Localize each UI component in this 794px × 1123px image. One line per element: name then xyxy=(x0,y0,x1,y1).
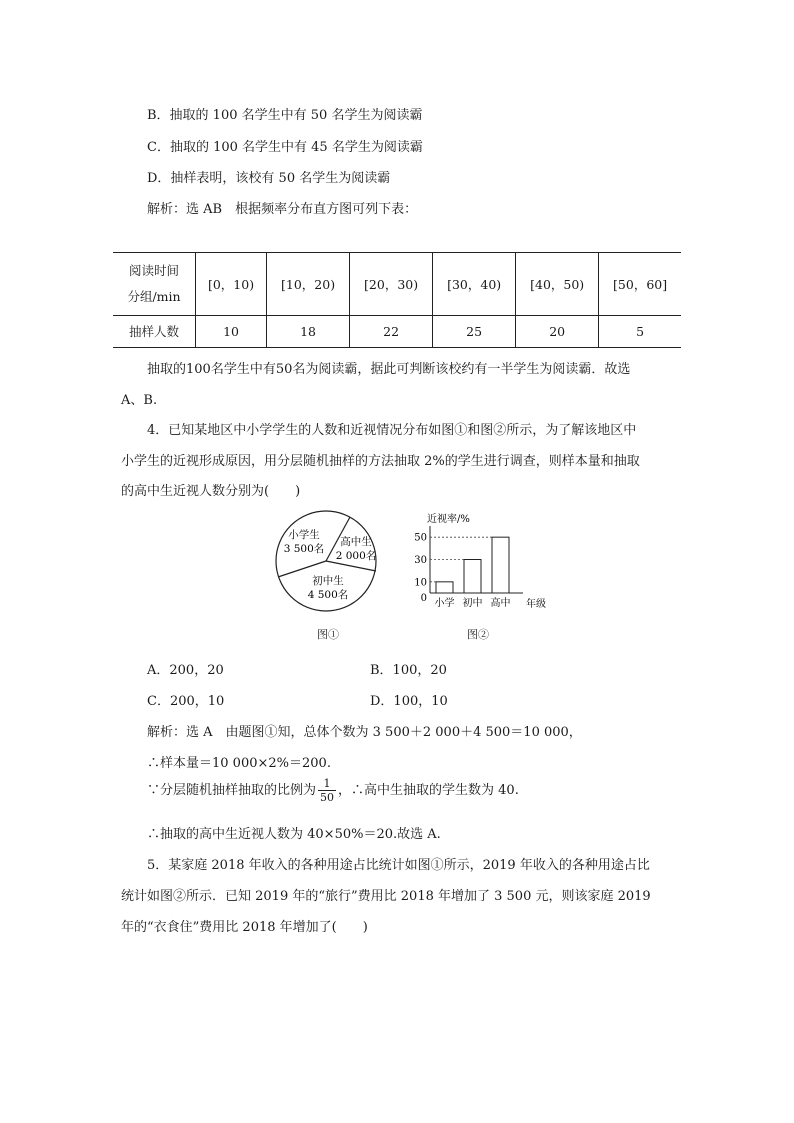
y-tick-label: 10 xyxy=(414,577,427,589)
slice-label-middle-count: 4 500名 xyxy=(307,589,349,601)
q4-solution-line-4: ∴抽取的高中生近视人数为 40×50%＝20.故选 A. xyxy=(147,827,441,842)
q5-stem-line-2: 统计如图②所示．已知 2019 年的“旅行”费用比 2018 年增加了 3 500 元，则该家庭 2019 xyxy=(121,889,651,904)
group-cell: [30，40) xyxy=(433,253,516,316)
q3-option-c: C．抽取的 100 名学生中有 45 名学生为阅读霸 xyxy=(147,140,423,155)
count-cell: 10 xyxy=(196,316,267,348)
slice-label-primary-name: 小学生 xyxy=(288,529,320,541)
group-cell: [50，60] xyxy=(599,253,681,316)
q3-solution-intro: 解析：选 AB 根据频率分布直方图可列下表： xyxy=(147,202,418,217)
q4-stem-line-3: 的高中生近视人数分别为( ) xyxy=(121,484,301,499)
q4-option-d: D．100，10 xyxy=(370,694,448,709)
slice-label-middle-name: 初中生 xyxy=(312,575,344,587)
table-row xyxy=(113,316,681,348)
slice-label-high-name: 高中生 xyxy=(340,536,372,548)
bars-layer xyxy=(430,537,511,609)
count-cell: 22 xyxy=(350,316,433,348)
group-cell: [0，10) xyxy=(196,253,267,316)
y-tick-label: 30 xyxy=(414,555,427,566)
q5-stem-line-3: 年的“衣食住”费用比 2018 年增加了( ) xyxy=(121,920,368,935)
x-tick-label: 小学 xyxy=(434,598,455,609)
q3-conclusion-1: 抽取的100名学生中有50名为阅读霸，据此可判断该校约有一半学生为阅读霸．故选 xyxy=(147,362,631,377)
table-header-cell xyxy=(113,253,196,316)
group-cell: [40，50) xyxy=(516,253,599,316)
q4-solution-line-1: 解析：选 A 由题图①知，总体个数为 3 500＋2 000＋4 500＝10 000， xyxy=(147,725,582,740)
figure-2-caption: 图② xyxy=(467,628,489,641)
group-cell: [10，20) xyxy=(267,253,350,316)
q4-solution-line-2: ∴样本量＝10 000×2%＝200. xyxy=(147,756,331,771)
figure-1-caption: 图① xyxy=(317,628,339,641)
slice-label-primary-count: 3 500名 xyxy=(283,543,325,555)
q3-option-b: B．抽取的 100 名学生中有 50 名学生为阅读霸 xyxy=(147,108,423,123)
x-tick-label: 高中 xyxy=(490,598,511,609)
sample-count-text: ，∴高中生抽取的学生数为 40. xyxy=(338,783,519,798)
q3-conclusion-2: A、B. xyxy=(121,393,158,408)
slice-label-high-count: 2 000名 xyxy=(335,550,377,562)
x-tick-label: 初中 xyxy=(462,598,483,609)
ratio-text: ∵分层随机抽样抽取的比例为 xyxy=(147,783,317,798)
q4-stem-line-2: 小学生的近视形成原因，用分层随机抽样的方法抽取 2%的学生进行调查，则样本量和抽取 xyxy=(121,454,640,469)
chart-ylabel: 近视率/% xyxy=(427,514,470,525)
fraction xyxy=(318,777,336,804)
header-label-line-1: 阅读时间 xyxy=(128,263,179,278)
bar-chart-figure-2 xyxy=(410,508,560,618)
bar-初中 xyxy=(464,560,481,594)
count-cell: 18 xyxy=(267,316,350,348)
frequency-table xyxy=(113,252,681,348)
q5-stem-line-1: 5．某家庭 2018 年收入的各种用途占比统计如图①所示，2019 年收入的各种用途占比 xyxy=(147,858,650,873)
bar-小学 xyxy=(436,582,453,593)
q4-solution-line-3 xyxy=(147,777,519,804)
fraction-numerator: 1 xyxy=(318,777,336,791)
row-label-cell: 抽样人数 xyxy=(113,316,196,348)
y-tick-label: 50 xyxy=(414,532,427,544)
q4-option-c: C．200，10 xyxy=(147,694,225,709)
q4-option-b: B．100，20 xyxy=(370,663,447,678)
q3-option-d: D．抽样表明，该校有 50 名学生为阅读霸 xyxy=(147,171,391,186)
bar-高中 xyxy=(492,537,509,593)
q4-stem-line-1: 4．已知某地区中小学学生的人数和近视情况分布如图①和图②所示，为了解该地区中 xyxy=(147,423,637,438)
q4-option-a: A．200，20 xyxy=(147,663,224,678)
chart-xlabel: 年级 xyxy=(526,599,546,610)
count-cell: 20 xyxy=(516,316,599,348)
pie-chart-figure-1 xyxy=(270,505,382,617)
count-cell: 25 xyxy=(433,316,516,348)
count-cell: 5 xyxy=(599,316,681,348)
table-row xyxy=(113,253,681,316)
fraction-denominator: 50 xyxy=(320,791,335,804)
group-cell: [20，30) xyxy=(350,253,433,316)
header-label-line-2: 分组/min xyxy=(127,289,181,304)
pie-divider-right xyxy=(326,561,376,571)
y-tick-label: 0 xyxy=(420,593,427,604)
